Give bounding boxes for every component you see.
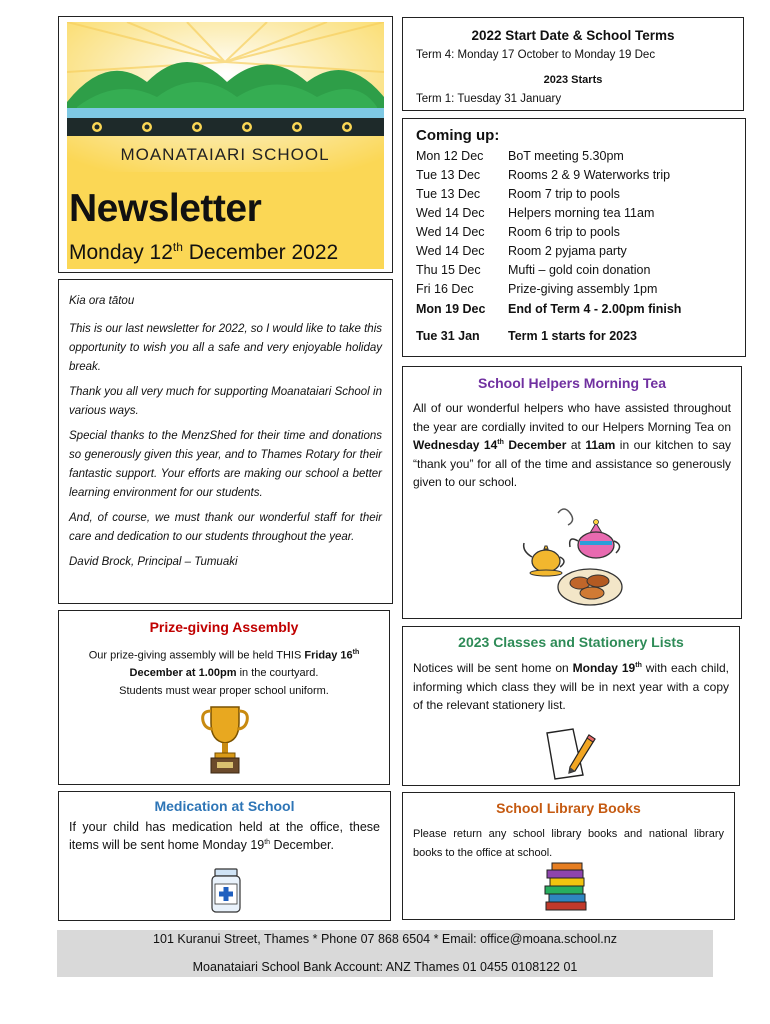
helpers-morning-tea-box — [402, 366, 742, 619]
library-books-text: Please return any school library books and national library books to the office at school. — [413, 828, 724, 859]
list-item: Thu 15 Dec Mufti – gold coin donation — [416, 263, 651, 277]
library-books-title: School Library Books — [496, 800, 641, 816]
teapot-icon — [518, 503, 628, 611]
trophy-icon — [201, 703, 249, 775]
medicine-bottle-icon — [209, 868, 243, 914]
prize-giving-text: Our prize-giving assembly will be held THIS Friday 16th December at 1.00pm in the courtyard. Students must wear proper school uniform. — [88, 649, 360, 697]
letter-signature: David Brock, Principal – Tumuaki — [69, 555, 238, 568]
medication-box — [58, 791, 391, 921]
paper-pencil-icon — [543, 725, 599, 781]
letter-paragraph: And, of course, we must thank our wonderful staff for their care and dedication to our students throughout the year. — [69, 511, 382, 543]
footer-bank-account: Moanataiari School Bank Account: ANZ Thames 01 0455 0108122 01 — [192, 960, 578, 974]
list-item: Fri 16 Dec Prize-giving assembly 1pm — [416, 282, 658, 296]
medication-text: If your child has medication held at the office, these items will be sent home Monday 19th December. — [69, 820, 380, 853]
principal-letter — [58, 279, 393, 604]
school-name: MOANATAIARI SCHOOL — [120, 145, 330, 164]
helpers-morning-tea-title: School Helpers Morning Tea — [478, 375, 666, 391]
list-item: Mon 12 Dec BoT meeting 5.30pm — [416, 149, 624, 163]
footer — [57, 930, 713, 977]
list-item: Tue 31 Jan Term 1 starts for 2023 — [416, 329, 637, 343]
classes-stationery-text: Notices will be sent home on Monday 19th with each child, informing which class they will be in next year with a copy of the relevant stationery list. — [413, 661, 729, 713]
letter-paragraph: Thank you all very much for supporting Moanataiari School in various ways. — [69, 385, 382, 417]
list-item: Mon 19 Dec End of Term 4 - 2.00pm finish — [416, 302, 682, 316]
newsletter-header — [58, 16, 393, 273]
school-logo — [67, 22, 384, 172]
terms-title: 2022 Start Date & School Terms — [471, 28, 675, 43]
term-4-dates: Term 4: Monday 17 October to Monday 19 Dec — [416, 49, 656, 61]
starts-2023-heading: 2023 Starts — [543, 74, 603, 86]
newsletter-date: Monday 12th December 2022 — [69, 240, 339, 264]
letter-paragraph: This is our last newsletter for 2022, so I would like to take this opportunity to wish you all a safe and very enjoyable holiday break. — [69, 322, 382, 373]
school-terms-box — [402, 17, 744, 111]
list-item: Wed 14 Dec Room 2 pyjama party — [416, 244, 627, 258]
medication-title: Medication at School — [154, 798, 295, 814]
list-item: Tue 13 Dec Rooms 2 & 9 Waterworks trip — [416, 168, 671, 182]
books-icon — [543, 862, 589, 912]
classes-stationery-box — [402, 626, 740, 786]
list-item: Tue 13 Dec Room 7 trip to pools — [416, 187, 620, 201]
term-1-dates: Term 1: Tuesday 31 January — [416, 93, 562, 105]
prize-giving-box — [58, 610, 390, 785]
letter-paragraph: Special thanks to the MenzShed for their time and donations so generously given this year, and to Thames Rotary for their fantastic support. Your efforts are making our school a better learning environment for our students. — [69, 429, 382, 499]
library-books-box — [402, 792, 735, 920]
header-banner — [67, 22, 384, 269]
letter-greeting: Kia ora tātou — [69, 295, 135, 307]
helpers-morning-tea-text: All of our wonderful helpers who have assisted throughout the year are cordially invited to our Helpers Morning Tea on Wednesday 14th December at 11am in our kitchen to say “thank you” for all of the time and assistance so generously given to our school. — [413, 401, 731, 490]
footer-contact: 101 Kuranui Street, Thames * Phone 07 868 6504 * Email: office@moana.school.nz — [153, 932, 617, 946]
coming-up-box — [402, 118, 746, 357]
coming-up-title: Coming up: — [416, 127, 500, 144]
classes-stationery-title: 2023 Classes and Stationery Lists — [458, 634, 684, 650]
prize-giving-title: Prize-giving Assembly — [149, 619, 299, 635]
list-item: Wed 14 Dec Helpers morning tea 11am — [416, 206, 655, 220]
newsletter-title: Newsletter — [69, 187, 262, 230]
list-item: Wed 14 Dec Room 6 trip to pools — [416, 225, 620, 239]
